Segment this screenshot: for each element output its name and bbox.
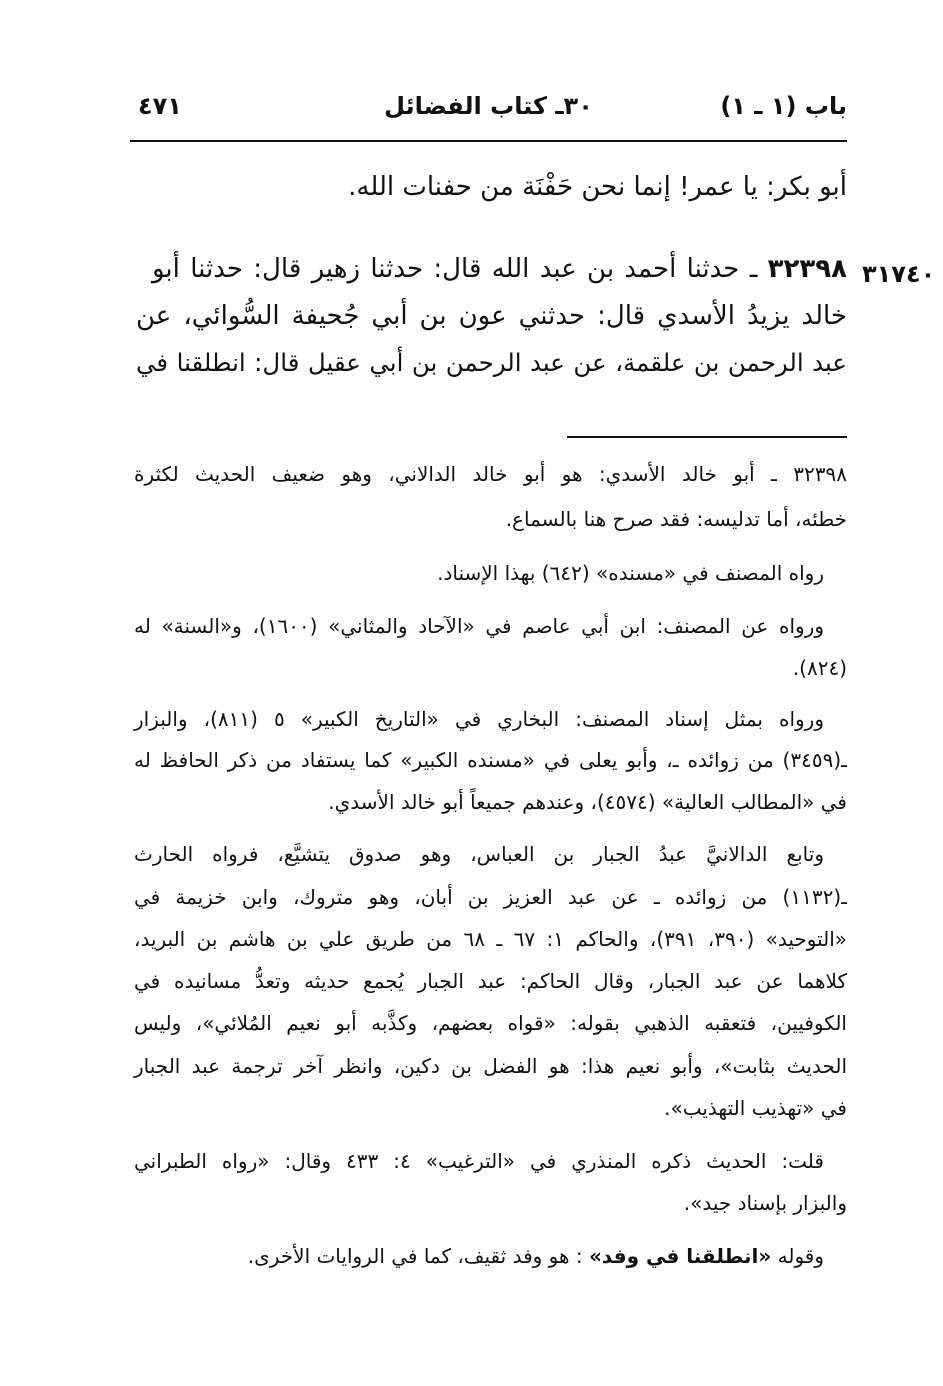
hadith-line-3: عبد الرحمن بن علقمة، عن عبد الرحمن بن أبي عقيل قال: انطلقنا في xyxy=(136,348,847,377)
footnote-p6-line-2: والبزار بإسناد جيد». xyxy=(683,1191,847,1215)
footnote-p1-line-1: ٣٢٣٩٨ ـ أبو خالد الأسدي: هو أبو خالد الدالاني، وهو ضعيف الحديث لكثرة xyxy=(134,462,847,486)
footnote-p4-line-3: في «المطالب العالية» (٤٥٧٤)، وعندهم جميعاً أبو خالد الأسدي. xyxy=(328,790,847,814)
book-title: ٣٠ـ كتاب الفضائل xyxy=(384,92,593,120)
footnote-p7-line-1 xyxy=(134,1246,824,1266)
footnote-p3-line-2: (٨٢٤). xyxy=(792,656,847,680)
page-header xyxy=(130,92,847,132)
footnote-p3-line-1: ورواه عن المصنف: ابن أبي عاصم في «الآحاد والمثاني» (١٦٠٠)، و«السنة» له xyxy=(134,614,824,638)
footnote-p7-rest: : هو وفد ثقيف، كما في الروايات الأخرى. xyxy=(247,1244,583,1268)
footnote-p5-line-1: وتابع الدالانيَّ عبدُ الجبار بن العباس، وهو صدوق يتشيَّع، فرواه الحارث xyxy=(134,842,824,866)
footnote-p2-line-1: رواه المصنف في «مسنده» (٦٤٢) بهذا الإسناد. xyxy=(437,561,824,585)
page-number: ٤٧١ xyxy=(138,92,182,120)
chapter-title: باب (١ ـ ١) xyxy=(720,92,847,120)
footnote-p5-line-2: ـ(١١٣٢) من زوائده ـ عن عبد العزيز بن أبان، وهو متروك، وابن خزيمة في xyxy=(134,885,847,909)
header-divider xyxy=(130,140,847,142)
hadith-line-2: خالد يزيدُ الأسدي قال: حدثني عون بن أبي جُحيفة السُّوائي، عن xyxy=(136,301,847,331)
opening-line: أبو بكر: يا عمر! إنما نحن حَفْنَة من حفنات الله. xyxy=(348,172,847,202)
hadith-line-1 xyxy=(152,256,847,282)
footnote-p5-line-4: كلاهما عن عبد الجبار، وقال الحاكم: عبد الجبار يُجمع حديثه وتعدُّ مسانيده في xyxy=(134,969,847,993)
hadith-line-1-text: ـ حدثنا أحمد بن عبد الله قال: حدثنا زهير قال: حدثنا أبو xyxy=(152,254,758,284)
footnote-p1-line-2: خطئه، أما تدليسه: فقد صرح هنا بالسماع. xyxy=(505,507,847,531)
footnote-p4-line-1: ورواه بمثل إسناد المصنف: البخاري في «التاريخ الكبير» ٥ (٨١١)، والبزار xyxy=(134,707,824,731)
footnote-p5-line-3: «التوحيد» (٣٩٠، ٣٩١)، والحاكم ١: ٦٧ ـ ٦٨ من طريق علي بن هاشم بن البريد، xyxy=(134,927,848,951)
margin-number: ٣١٧٤٠ xyxy=(862,260,936,288)
footnote-p5-line-7: في «تهذيب التهذيب». xyxy=(664,1096,847,1120)
footnote-p7-prefix: وقوله xyxy=(777,1244,824,1268)
footnote-p7-quote: «انطلقنا في وفد» xyxy=(589,1244,772,1268)
footnote-p4-line-2: ـ(٣٤٥٩) من زوائده ـ، وأبو يعلى في «مسنده الكبير» كما يستفاد من ذكر الحافظ له xyxy=(134,748,847,772)
hadith-number: ٣٢٣٩٨ xyxy=(767,254,847,284)
footnote-p5-line-5: الكوفيين، فتعقبه الذهبي بقوله: «قواه بعضهم، وكذَّبه أبو نعيم المُلائي»، وليس xyxy=(134,1011,847,1035)
footnote-p5-line-6: الحديث بثابت»، وأبو نعيم هذا: هو الفضل بن دكين، وانظر آخر ترجمة عبد الجبار xyxy=(134,1054,847,1078)
footnote-p6-line-1: قلت: الحديث ذكره المنذري في «الترغيب» ٤: ٤٣٣ وقال: «رواه الطبراني xyxy=(134,1149,824,1173)
footnote-divider xyxy=(567,436,847,438)
